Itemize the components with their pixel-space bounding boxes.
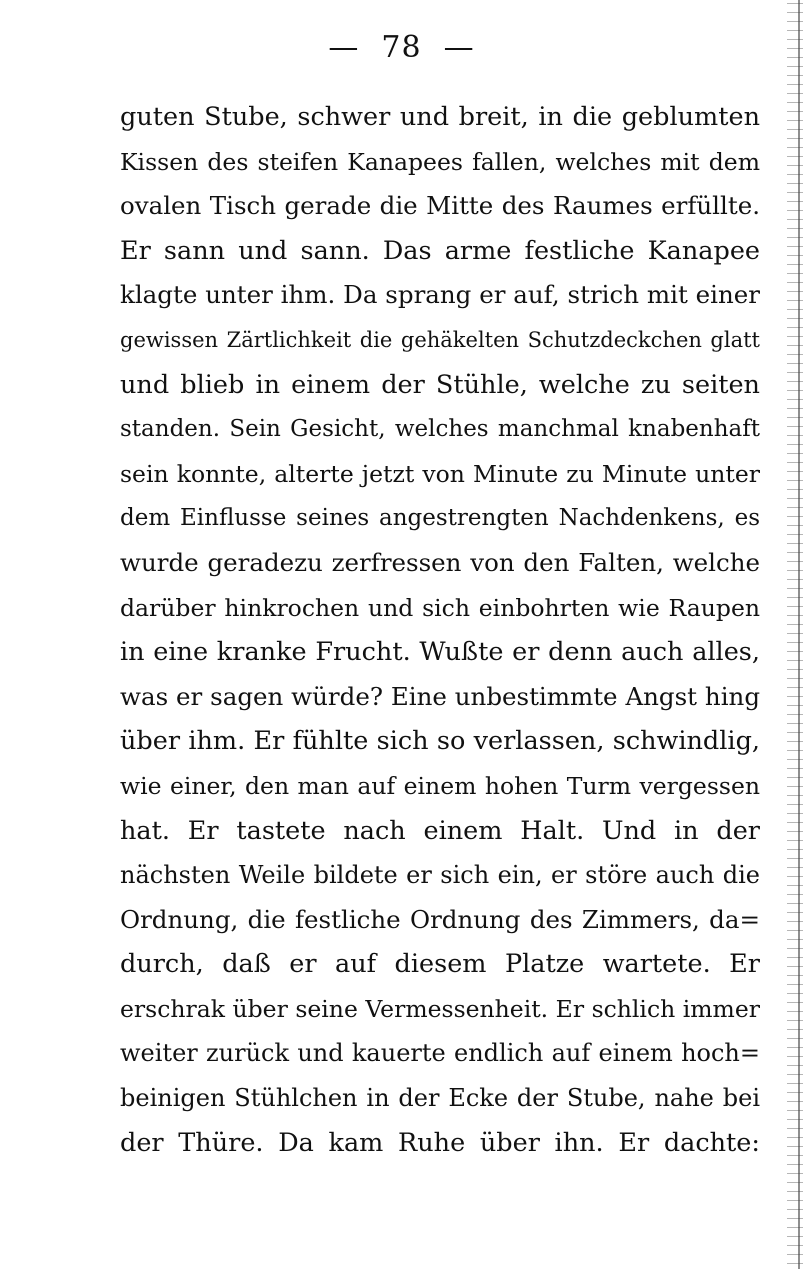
header-dash-left: — xyxy=(328,30,360,65)
text-line: und blieb in einem der Stühle, welche zu seiten xyxy=(120,369,760,400)
text-line: Ordnung, die festliche Ordnung des Zimmers, da= xyxy=(120,904,760,934)
text-line: wurde geradezu zerfressen von den Falten, welche xyxy=(120,547,760,577)
text-line: wie einer, den man auf einem hohen Turm vergessen xyxy=(120,771,760,800)
header-dash-right: — xyxy=(443,30,475,65)
page-number: 78 xyxy=(381,30,422,65)
text-line: Kissen des steifen Kanapees fallen, welches mit dem xyxy=(120,147,760,176)
page-header xyxy=(0,28,803,68)
text-line: darüber hinkrochen und sich einbohrten wie Raupen xyxy=(120,593,760,622)
text-line: standen. Sein Gesicht, welches manchmal knabenhaft xyxy=(120,416,760,443)
text-line: klagte unter ihm. Da sprang er auf, strich mit einer xyxy=(120,280,760,310)
text-line: über ihm. Er fühlte sich so verlassen, schwindlig, xyxy=(120,726,760,757)
text-line: ovalen Tisch gerade die Mitte des Raumes erfüllte. xyxy=(120,191,760,221)
text-line: weiter zurück und kauerte endlich auf einem hoch= xyxy=(120,1039,760,1068)
text-line: hat. Er tastete nach einem Halt. Und in der xyxy=(120,815,760,846)
text-line: durch, daß er auf diesem Platze wartete. Er xyxy=(120,949,760,980)
body-text xyxy=(120,95,760,1165)
text-line: beinigen Stühlchen in der Ecke der Stube, nahe bei xyxy=(120,1084,760,1113)
scan-edge-line xyxy=(798,0,800,1269)
text-line: nächsten Weile bildete er sich ein, er störe auch die xyxy=(120,861,760,890)
scan-edge-noise xyxy=(787,0,803,1269)
text-line: dem Einflusse seines angestrengten Nachdenkens, es xyxy=(120,505,760,532)
text-line: in eine kranke Frucht. Wußte er denn auch alles, xyxy=(120,637,760,668)
text-line: sein konnte, alterte jetzt von Minute zu Minute unter xyxy=(120,459,760,488)
text-line: erschrak über seine Vermessenheit. Er schlich immer xyxy=(120,994,760,1023)
text-line: Er sann und sann. Das arme festliche Kanapee xyxy=(120,235,760,266)
text-line: guten Stube, schwer und breit, in die geblumten xyxy=(120,102,760,132)
text-line: was er sagen würde? Eine unbestimmte Angst hing xyxy=(120,681,760,711)
text-line: der Thüre. Da kam Ruhe über ihn. Er dachte: xyxy=(120,1127,760,1158)
text-line: gewissen Zärtlichkeit die gehäkelten Schutzdeckchen glatt xyxy=(120,327,760,352)
